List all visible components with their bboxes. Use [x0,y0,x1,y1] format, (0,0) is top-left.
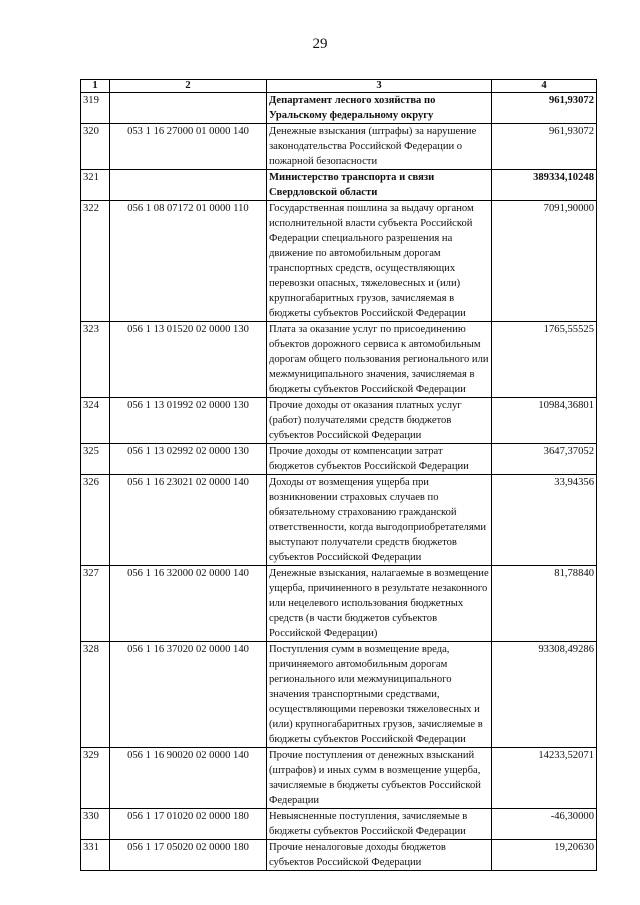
amount-cell: 14233,52071 [492,748,597,809]
table-row [81,475,597,566]
amount-cell: 93308,49286 [492,642,597,748]
table-row [81,93,597,124]
table-row [81,322,597,398]
income-name-cell: Прочие доходы от оказания платных услуг (работ) получателями средств бюджетов субъектов Российской Федерации [267,398,492,444]
income-name-cell: Поступления сумм в возмещение вреда, причиняемого автомобильным дорогам регионального или межмуниципального значения транспортными средствами, осуществляющими перевозки тяжеловесных и (или) крупногабаритных грузов, зачисляемые в бюджеты субъектов Российской Федерации [267,642,492,748]
amount-cell: 389334,10248 [492,170,597,201]
table-row [81,124,597,170]
income-name-cell: Денежные взыскания, налагаемые в возмещение ущерба, причиненного в результате незаконного или нецелевого использования бюджетных средств (в части бюджетов субъектов Российской Федерации) [267,566,492,642]
income-name-cell: Доходы от возмещения ущерба при возникновении страховых случаев по обязательному страхованию гражданской ответственности, когда выгодоприобретателями выступают получатели средств бюджетов субъектов Российской Федерации [267,475,492,566]
income-name-cell: Денежные взыскания (штрафы) за нарушение законодательства Российской Федерации о пожарной безопасности [267,124,492,170]
amount-cell: 961,93072 [492,93,597,124]
table-row [81,398,597,444]
row-number-cell: 330 [81,809,110,840]
table-row [81,748,597,809]
budget-code-cell [110,93,267,124]
table-row [81,840,597,871]
header-row [81,80,597,93]
page-number: 29 [312,36,328,52]
budget-code-cell: 056 1 08 07172 01 0000 110 [110,201,267,322]
row-number-cell: 322 [81,201,110,322]
header-col-1: 1 [81,80,110,93]
row-number-cell: 328 [81,642,110,748]
table-body [81,93,597,871]
table-row [81,809,597,840]
row-number-cell: 321 [81,170,110,201]
header-col-3: 3 [267,80,492,93]
row-number-cell: 329 [81,748,110,809]
budget-code-cell: 053 1 16 27000 01 0000 140 [110,124,267,170]
table-row [81,444,597,475]
income-name-cell: Департамент лесного хозяйства по Уральскому федеральному округу [267,93,492,124]
budget-code-cell: 056 1 16 90020 02 0000 140 [110,748,267,809]
budget-code-cell: 056 1 16 23021 02 0000 140 [110,475,267,566]
budget-code-cell: 056 1 17 01020 02 0000 180 [110,809,267,840]
budget-code-cell [110,170,267,201]
row-number-cell: 323 [81,322,110,398]
income-name-cell: Плата за оказание услуг по присоединению объектов дорожного сервиса к автомобильным дорогам общего пользования регионального или межмуниципального значения, зачисляемая в бюджеты субъектов Российской Федерации [267,322,492,398]
header-col-2: 2 [110,80,267,93]
income-name-cell: Прочие поступления от денежных взысканий (штрафов) и иных сумм в возмещение ущерба, зачисляемые в бюджеты субъектов Российской Федерации [267,748,492,809]
budget-code-cell: 056 1 17 05020 02 0000 180 [110,840,267,871]
row-number-cell: 326 [81,475,110,566]
table-row [81,566,597,642]
table-row [81,170,597,201]
amount-cell: -46,30000 [492,809,597,840]
budget-code-cell: 056 1 13 01520 02 0000 130 [110,322,267,398]
amount-cell: 33,94356 [492,475,597,566]
row-number-cell: 325 [81,444,110,475]
amount-cell: 81,78840 [492,566,597,642]
budget-code-cell: 056 1 13 02992 02 0000 130 [110,444,267,475]
amount-cell: 7091,90000 [492,201,597,322]
row-number-cell: 324 [81,398,110,444]
amount-cell: 10984,36801 [492,398,597,444]
table-row [81,642,597,748]
budget-code-cell: 056 1 13 01992 02 0000 130 [110,398,267,444]
row-number-cell: 320 [81,124,110,170]
row-number-cell: 331 [81,840,110,871]
header-col-4: 4 [492,80,597,93]
income-name-cell: Прочие доходы от компенсации затрат бюджетов субъектов Российской Федерации [267,444,492,475]
row-number-cell: 319 [81,93,110,124]
income-name-cell: Прочие неналоговые доходы бюджетов субъектов Российской Федерации [267,840,492,871]
table-row [81,201,597,322]
budget-code-cell: 056 1 16 32000 02 0000 140 [110,566,267,642]
income-name-cell: Невыясненные поступления, зачисляемые в бюджеты субъектов Российской Федерации [267,809,492,840]
row-number-cell: 327 [81,566,110,642]
amount-cell: 961,93072 [492,124,597,170]
income-name-cell: Министерство транспорта и связи Свердловской области [267,170,492,201]
amount-cell: 19,20630 [492,840,597,871]
income-name-cell: Государственная пошлина за выдачу органом исполнительной власти субъекта Российской Федерации специального разрешения на движение по автомобильным дорогам транспортных средств, осуществляющих перевозки опасных, тяжеловесных и (или) крупногабаритных грузов, зачисляемая в бюджеты субъектов Российской Федерации [267,201,492,322]
amount-cell: 1765,55525 [492,322,597,398]
revenue-table [80,79,597,871]
budget-code-cell: 056 1 16 37020 02 0000 140 [110,642,267,748]
amount-cell: 3647,37052 [492,444,597,475]
